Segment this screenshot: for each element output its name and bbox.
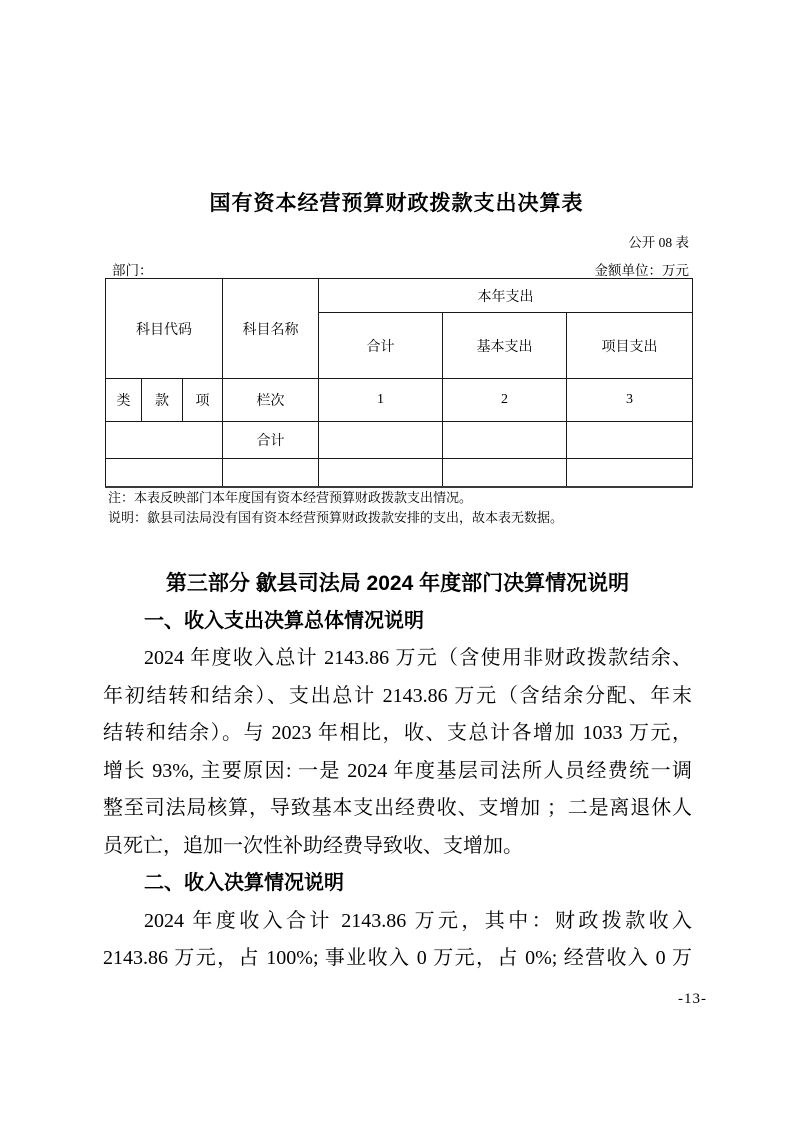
amount-unit-label: 金额单位：万元 bbox=[594, 263, 689, 278]
paragraph-2-line-2: 2143.86 万元，占 100%; 事业收入 0 万元，占 0%; 经营收入 0 万 bbox=[103, 947, 692, 969]
subsection-1-heading: 一、收入支出决算总体情况说明 bbox=[144, 609, 424, 632]
paragraph-1-line-5: 整至司法局核算，导致基本支出经费收、支增加 ；二是离退休人 bbox=[103, 797, 692, 819]
column-index-1: 1 bbox=[319, 379, 443, 422]
header-column-label: 栏次 bbox=[223, 379, 319, 422]
document-title: 国有资本经营预算财政拨款支出决算表 bbox=[209, 192, 584, 215]
paragraph-1-line-6: 员死亡，追加一次性补助经费导致收、支增加。 bbox=[103, 834, 523, 857]
cell-basic bbox=[443, 422, 567, 459]
paragraph-2-line-1: 2024 年度收入合计 2143.86 万元，其中：财政拨款收入 bbox=[144, 909, 692, 932]
department-label: 部门： bbox=[112, 263, 153, 278]
header-category: 类 bbox=[106, 379, 142, 422]
table-remark-line: 说明：歙县司法局没有国有资本经营预算财政拨款安排的支出，故本表无数据。 bbox=[108, 509, 564, 525]
expenditure-table bbox=[105, 278, 693, 488]
table-row bbox=[106, 459, 693, 488]
header-current-year-expenditure: 本年支出 bbox=[319, 279, 693, 313]
paragraph-1-line-4: 增长 93%, 主要原因: 一是 2024 年度基层司法所人员经费统一调 bbox=[103, 759, 692, 782]
cell-basic bbox=[443, 459, 567, 488]
table-meta-row bbox=[103, 259, 689, 279]
header-section: 款 bbox=[142, 379, 183, 422]
public-table-label: 公开 08 表 bbox=[628, 235, 689, 250]
cell-total bbox=[319, 459, 443, 488]
header-total: 合计 bbox=[319, 313, 443, 379]
paragraph-1-line-1: 2024 年度收入总计 2143.86 万元（含使用非财政拨款结余、 bbox=[144, 647, 692, 669]
table-column-index-row bbox=[106, 379, 693, 422]
paragraph-1-line-3: 结转和结余）。与 2023 年相比，收、支总计各增加 1033 万元， bbox=[103, 722, 692, 744]
column-index-3: 3 bbox=[567, 379, 693, 422]
narrative-section bbox=[103, 565, 692, 978]
header-basic-expenditure: 基本支出 bbox=[443, 313, 567, 379]
cell-name: 合计 bbox=[223, 422, 319, 459]
cell-total bbox=[319, 422, 443, 459]
page-number: -13- bbox=[678, 991, 707, 1007]
header-subject-code: 科目代码 bbox=[106, 279, 223, 379]
paragraph-1-line-2: 年初结转和结余）、支出总计 2143.86 万元（含结余分配、年末 bbox=[103, 684, 692, 707]
table-header-row-1 bbox=[106, 279, 693, 313]
cell-code bbox=[106, 459, 223, 488]
header-item: 项 bbox=[183, 379, 223, 422]
header-subject-name: 科目名称 bbox=[223, 279, 319, 379]
table-notes bbox=[108, 488, 692, 527]
column-index-2: 2 bbox=[443, 379, 567, 422]
cell-project bbox=[567, 459, 693, 488]
table-row bbox=[106, 422, 693, 459]
cell-project bbox=[567, 422, 693, 459]
section-heading: 第三部分 歙县司法局 2024 年度部门决算情况说明 bbox=[165, 572, 630, 595]
cell-code bbox=[106, 422, 223, 459]
cell-name bbox=[223, 459, 319, 488]
table-note-line: 注：本表反映部门本年度国有资本经营预算财政拨款支出情况。 bbox=[108, 490, 473, 505]
header-project-expenditure: 项目支出 bbox=[567, 313, 693, 379]
subsection-2-heading: 二、收入决算情况说明 bbox=[144, 872, 344, 894]
